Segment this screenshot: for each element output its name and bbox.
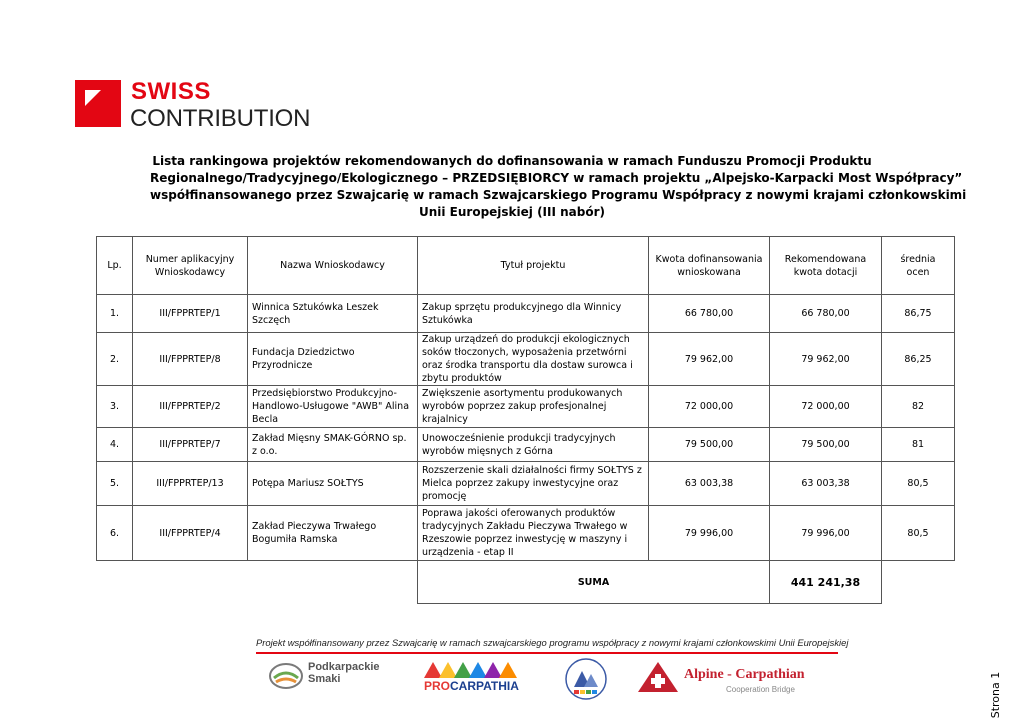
cell-project-title: Zwiększenie asortymentu produkowanych wyrobów poprzez zakup profesjonalnej krajalnicy (418, 386, 649, 428)
cell-application-number: III/FPPRTEP/4 (133, 506, 248, 561)
euroregion-emblem-icon (560, 657, 612, 701)
table-row (97, 386, 955, 428)
table-row (97, 462, 955, 506)
cell-applicant-name: Przedsiębiorstwo Produkcyjno-Handlowo-Usługowe "AWB" Alina Becla (248, 386, 418, 428)
cell-recommended-amount: 63 003,38 (770, 462, 882, 506)
table-row (97, 506, 955, 561)
procarpathia-mountains-icon (424, 660, 522, 678)
table-header-row (97, 237, 955, 295)
cell-applicant-name: Fundacja Dziedzictwo Przyrodnicze (248, 333, 418, 386)
header-recommended-line1: Rekomendowana (784, 253, 867, 265)
footer-divider (256, 652, 838, 654)
podkarpackie-emblem-icon (268, 660, 304, 690)
logo-text-contribution: CONTRIBUTION (130, 105, 311, 132)
partner-alpine-carpathian-subtitle: Cooperation Bridge (726, 685, 795, 694)
swiss-logo-mark (75, 80, 121, 127)
cell-requested-amount: 66 780,00 (649, 295, 770, 333)
partner-logo-alpine-carpathian (636, 660, 816, 696)
cell-recommended-amount: 66 780,00 (770, 295, 882, 333)
sum-value: 441 241,38 (770, 561, 882, 604)
header-project-title: Tytuł projektu (418, 237, 649, 295)
title-line-1: Lista rankingowa projektów rekomendowanych do dofinansowania w ramach Funduszu Promocji Produktu (152, 154, 872, 168)
footer-cofinancing-note: Projekt współfinansowany przez Szwajcarię w ramach szwajcarskiego programu współpracy z nowymi krajami członkowskimi Unii Europejskiej (256, 637, 849, 648)
partner-procarpathia-carpathia: CARPATHIA (450, 679, 519, 693)
cell-project-title: Zakup urządzeń do produkcji ekologicznych soków tłoczonych, wyposażenia przetwórni oraz środka transportu dla dostaw surowca i zbytu produktów (418, 333, 649, 386)
table-row (97, 428, 955, 462)
alpine-carpathian-emblem-icon (636, 660, 680, 694)
header-application-number (133, 237, 248, 295)
partner-podkarpackie-line1: Podkarpackie (308, 661, 380, 673)
swiss-contribution-logo (75, 80, 315, 130)
cell-lp: 2. (97, 333, 133, 386)
cell-applicant-name: Zakład Pieczywa Trwałego Bogumiła Ramska (248, 506, 418, 561)
cell-lp: 3. (97, 386, 133, 428)
cell-recommended-amount: 72 000,00 (770, 386, 882, 428)
logo-text-swiss: SWISS (131, 78, 211, 105)
table-sum-row (97, 561, 955, 604)
cell-requested-amount: 72 000,00 (649, 386, 770, 428)
title-line-2: Regionalnego/Tradycyjnego/Ekologicznego – PRZEDSIĘBIORCY w ramach projektu „Alpejsko-Karpacki Most Współpracy” (150, 171, 963, 185)
cell-average-score: 86,75 (882, 295, 955, 333)
cell-requested-amount: 63 003,38 (649, 462, 770, 506)
cell-project-title: Unowocześnienie produkcji tradycyjnych wyrobów mięsnych z Górna (418, 428, 649, 462)
cell-recommended-amount: 79 996,00 (770, 506, 882, 561)
cell-application-number: III/FPPRTEP/1 (133, 295, 248, 333)
cell-lp: 1. (97, 295, 133, 333)
header-recommended-amount (770, 237, 882, 295)
header-amount-line2: wnioskowana (677, 266, 741, 278)
table-row (97, 333, 955, 386)
cell-recommended-amount: 79 500,00 (770, 428, 882, 462)
sum-label: SUMA (418, 561, 770, 604)
cell-lp: 6. (97, 506, 133, 561)
cell-average-score: 81 (882, 428, 955, 462)
cell-average-score: 80,5 (882, 506, 955, 561)
document-title (150, 153, 967, 221)
partner-procarpathia-pro: PRO (424, 679, 451, 693)
cell-lp: 5. (97, 462, 133, 506)
cell-requested-amount: 79 996,00 (649, 506, 770, 561)
header-recommended-line2: kwota dotacji (793, 266, 858, 278)
cell-application-number: III/FPPRTEP/8 (133, 333, 248, 386)
cell-recommended-amount: 79 962,00 (770, 333, 882, 386)
cell-project-title: Rozszerzenie skali działalności firmy SOŁTYS z Mielca poprzez zakupy inwestycyjne oraz promocję (418, 462, 649, 506)
partner-logo-podkarpackie-smaki (268, 660, 378, 696)
cell-project-title: Zakup sprzętu produkcyjnego dla Winnicy Sztukówka (418, 295, 649, 333)
ranking-table (96, 236, 955, 604)
cell-lp: 4. (97, 428, 133, 462)
page-number: Strona 1 (989, 671, 1002, 719)
cell-average-score: 82 (882, 386, 955, 428)
cell-application-number: III/FPPRTEP/13 (133, 462, 248, 506)
cell-applicant-name: Zakład Mięsny SMAK-GÓRNO sp. z o.o. (248, 428, 418, 462)
cell-application-number: III/FPPRTEP/7 (133, 428, 248, 462)
header-requested-amount (649, 237, 770, 295)
partner-podkarpackie-line2: Smaki (308, 673, 341, 685)
header-applicant-name: Nazwa Wnioskodawcy (248, 237, 418, 295)
cell-requested-amount: 79 500,00 (649, 428, 770, 462)
header-lp: Lp. (97, 237, 133, 295)
cell-average-score: 86,25 (882, 333, 955, 386)
header-average-score (882, 237, 955, 295)
header-amount-line1: Kwota dofinansowania (655, 253, 763, 265)
partner-logo-procarpathia (424, 660, 522, 694)
title-line-3: współfinansowanego przez Szwajcarię w ramach Szwajcarskiego Programu Współpracy z nowymi krajami członkowskimi (150, 188, 967, 202)
header-number-line1: Numer aplikacyjny (145, 253, 235, 265)
title-line-4: Unii Europejskiej (III nabór) (418, 205, 606, 219)
partner-logo-euroregion-karpacki (560, 657, 612, 701)
header-score-line2: ocen (906, 266, 930, 278)
cell-applicant-name: Potępa Mariusz SOŁTYS (248, 462, 418, 506)
partner-alpine-carpathian-title: Alpine - Carpathian (684, 667, 805, 682)
header-score-line1: średnia (900, 253, 936, 265)
cell-requested-amount: 79 962,00 (649, 333, 770, 386)
cell-application-number: III/FPPRTEP/2 (133, 386, 248, 428)
cell-applicant-name: Winnica Sztukówka Leszek Szczęch (248, 295, 418, 333)
header-number-line2: Wnioskodawcy (154, 266, 226, 278)
cell-project-title: Poprawa jakości oferowanych produktów tradycyjnych Zakładu Pieczywa Trwałego w Rzeszowie poprzez inwestycję w maszyny i urządzenia - etap II (418, 506, 649, 561)
cell-average-score: 80,5 (882, 462, 955, 506)
table-row (97, 295, 955, 333)
